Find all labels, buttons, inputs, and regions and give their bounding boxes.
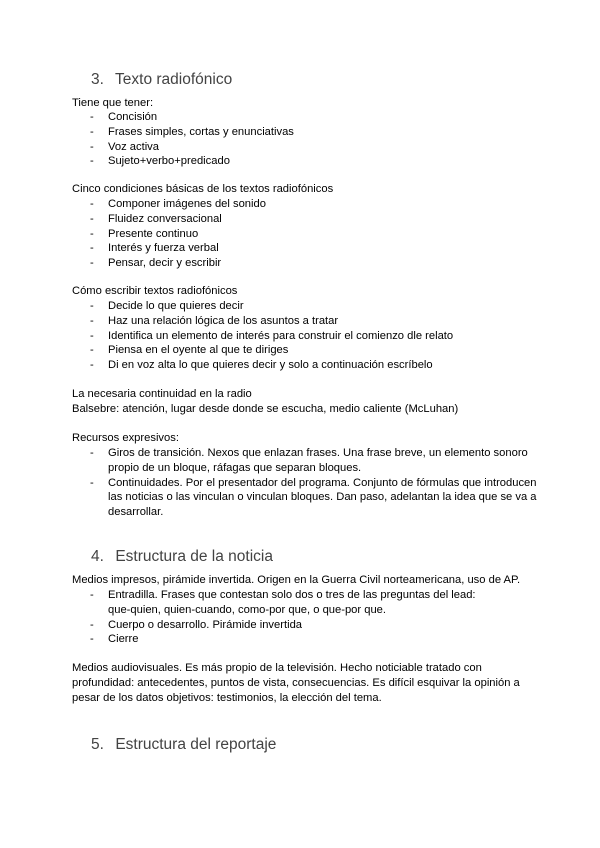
list-item: - Cierre	[72, 632, 532, 647]
section-title: Estructura de la noticia	[115, 548, 273, 565]
recursos-list	[72, 446, 540, 520]
list-item: - Di en voz alta lo que quieres decir y solo a continuación escríbelo	[72, 358, 532, 373]
list-item: - Cuerpo o desarrollo. Pirámide invertida	[72, 618, 532, 633]
list-item: - Haz una relación lógica de los asuntos a tratar	[72, 314, 532, 329]
list-item: - Sujeto+verbo+predicado	[72, 154, 532, 169]
section-title: Estructura del reportaje	[115, 736, 277, 753]
section-heading-5	[91, 736, 276, 754]
cinco-intro: Cinco condiciones básicas de los textos radiofónicos	[72, 183, 334, 195]
audiovisuales-paragraph: Medios audiovisuales. Es más propio de la televisión. Hecho noticiable tratado con profundidad: antecedentes, puntos de vista, consecuencias. Es difícil esquivar la opinión a pesar de los datos objetivos: testimonios, la elección del tema.	[72, 662, 520, 704]
list-item	[72, 588, 532, 618]
section-number: 3.	[91, 71, 104, 88]
tiene-list	[72, 110, 532, 169]
list-item: - Piensa en el oyente al que te diriges	[72, 343, 532, 358]
section-number: 4.	[91, 548, 104, 565]
continuidad-line-1: La necesaria continuidad en la radio	[72, 388, 252, 400]
entradilla-text: Entradilla. Frases que contestan solo dos o tres de las preguntas del lead:	[108, 589, 476, 601]
como-intro: Cómo escribir textos radiofónicos	[72, 285, 238, 297]
recursos-intro: Recursos expresivos:	[72, 432, 179, 444]
list-item: - Componer imágenes del sonido	[72, 197, 532, 212]
entradilla-continuation: que-quien, quien-cuando, como-por que, o que-por que.	[108, 603, 387, 616]
tiene-intro: Tiene que tener:	[72, 97, 154, 109]
list-item: - Continuidades. Por el presentador del programa. Conjunto de fórmulas que introducen las noticias o las vinculan o vinculan bloques. Dan paso, adelantan la idea que se va a desarrollar.	[72, 476, 540, 520]
list-item: - Decide lo que quieres decir	[72, 299, 532, 314]
section-heading-4	[91, 548, 273, 566]
list-item: - Presente continuo	[72, 227, 532, 242]
list-item: - Fluidez conversacional	[72, 212, 532, 227]
section-number: 5.	[91, 736, 104, 753]
continuidad-line-2: Balsebre: atención, lugar desde donde se escucha, medio caliente (McLuhan)	[72, 403, 459, 415]
como-list	[72, 299, 532, 373]
list-item: - Pensar, decir y escribir	[72, 256, 532, 271]
list-item: - Frases simples, cortas y enunciativas	[72, 125, 532, 140]
impresos-list	[72, 588, 532, 647]
list-item: - Voz activa	[72, 140, 532, 155]
section-heading-3	[91, 71, 232, 89]
list-item: - Giros de transición. Nexos que enlazan frases. Una frase breve, un elemento sonoro propio de un bloque, ráfagas que separan bloques.	[72, 446, 540, 476]
list-item: - Identifica un elemento de interés para construir el comienzo dle relato	[72, 329, 532, 344]
list-item: - Interés y fuerza verbal	[72, 241, 532, 256]
cinco-list	[72, 197, 532, 271]
section-title: Texto radiofónico	[115, 71, 233, 88]
impresos-intro: Medios impresos, pirámide invertida. Origen en la Guerra Civil norteamericana, uso de AP.	[72, 574, 521, 586]
list-item: - Concisión	[72, 110, 532, 125]
